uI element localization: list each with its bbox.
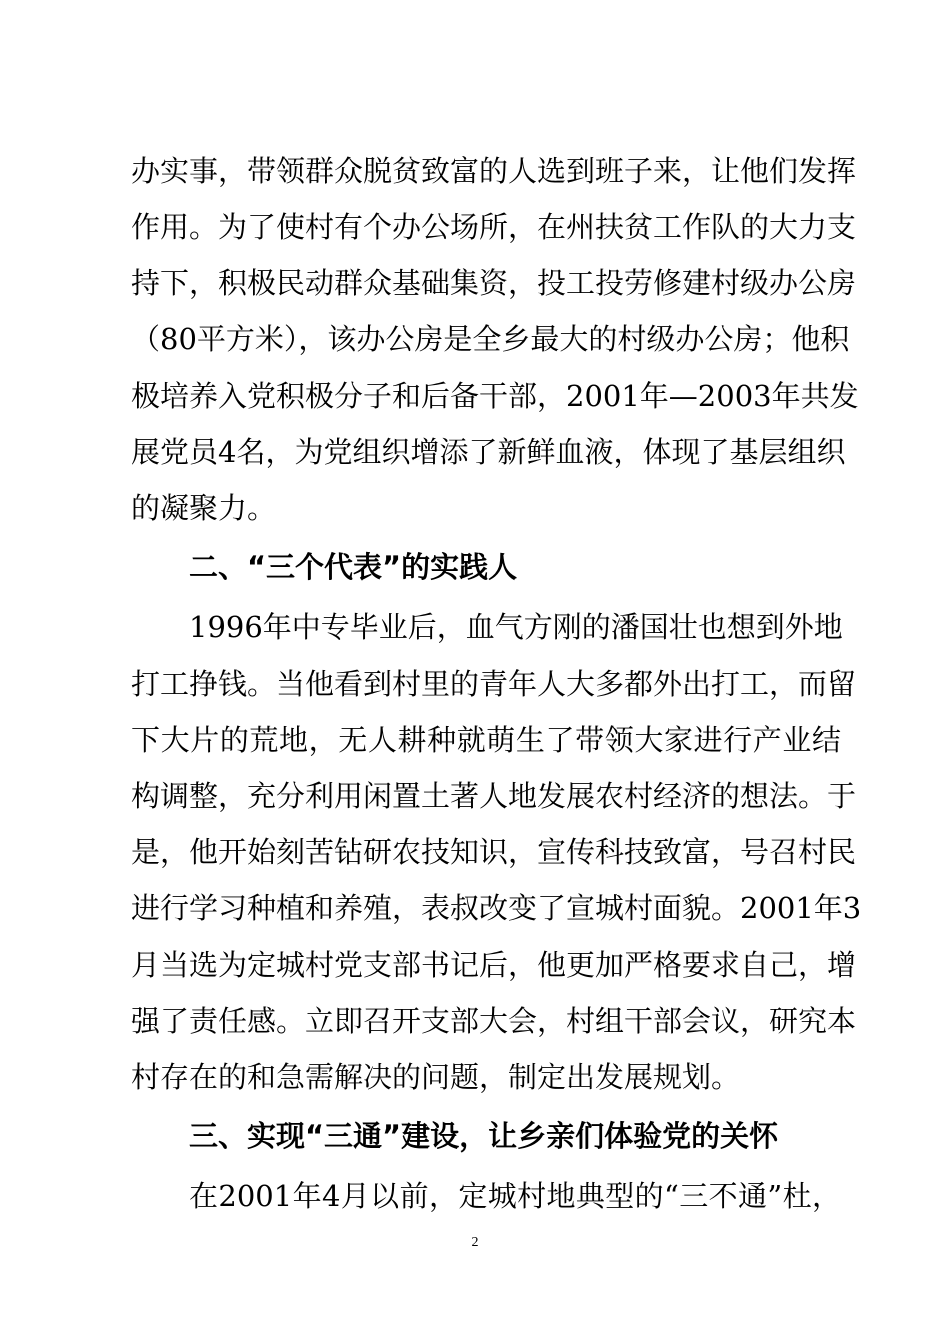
paragraph-line: 的凝聚力。	[131, 491, 277, 525]
paragraph-line: 月当选为定城村党支部书记后，他更加严格要求自己，增	[131, 948, 857, 982]
paragraph-line: 展党员4名，为党组织增添了新鲜血液，体现了基层组织	[131, 435, 846, 469]
page-number: 2	[471, 1235, 479, 1250]
paragraph-line: 进行学习种植和养殖，表叔改变了宣城村面貌。2001年3	[131, 891, 862, 925]
paragraph-line: 办实事，带领群众脱贫致富的人选到班子来，让他们发挥	[131, 154, 857, 188]
paragraph-line: 极培养入党积极分子和后备干部，2001年—2003年共发	[131, 379, 859, 413]
paragraph-line: 是，他开始刻苦钻研农技知识，宣传科技致富，号召村民	[131, 835, 857, 869]
paragraph-line: （80平方米），该办公房是全乡最大的村级办公房；他积	[131, 322, 850, 356]
paragraph-line: 持下，积极民动群众基础集资，投工投劳修建村级办公房	[131, 266, 857, 300]
section-heading: 二、“三个代表”的实践人	[189, 550, 518, 584]
paragraph-line: 村存在的和急需解决的问题，制定出发展规划。	[131, 1060, 741, 1094]
paragraph-line: 打工挣钱。当他看到村里的青年人大多都外出打工，而留	[131, 667, 857, 701]
paragraph-line: 下大片的荒地，无人耕种就萌生了带领大家进行产业结	[131, 723, 841, 757]
paragraph-line: 作用。为了使村有个办公场所，在州扶贫工作队的大力支	[131, 210, 857, 244]
paragraph-line: 强了责任感。立即召开支部大会，村组干部会议，研究本	[131, 1004, 857, 1038]
section-heading: 三、实现“三通”建设，让乡亲们体验党的关怀	[189, 1119, 779, 1153]
paragraph-line: 1996年中专毕业后，血气方刚的潘国壮也想到外地	[189, 610, 843, 644]
paragraph-line: 在2001年4月以前，定城村地典型的“三不通”杜，	[189, 1179, 841, 1213]
paragraph-line: 构调整，充分利用闲置土著人地发展农村经济的想法。于	[131, 779, 857, 813]
